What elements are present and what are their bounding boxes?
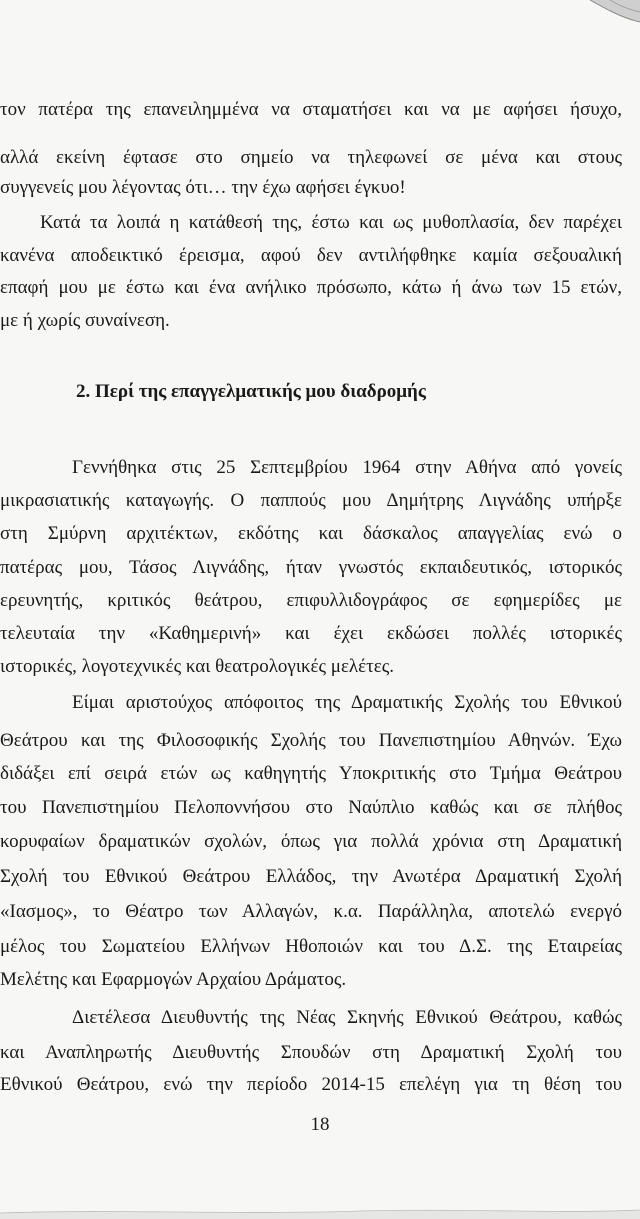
text-line: ιστορικές, λογοτεχνικές και θεατρολογικές μελέτες. — [0, 656, 395, 677]
text-line: του Πανεπιστημίου Πελοποννήσου στο Ναύπλιο καθώς και σε πλήθος — [0, 797, 622, 818]
text-line: κορυφαίων δραματικών σχολών, όπως για πολλά χρόνια στη Δραματική — [0, 831, 622, 852]
text-line: Κατά τα λοιπά η κατάθεσή της, έστω και ως μυθοπλασία, δεν παρέχει — [40, 212, 622, 233]
text-line: μέλος του Σωματείου Ελλήνων Ηθοποιών και του Δ.Σ. της Εταιρείας — [0, 936, 622, 957]
text-line: και Αναπληρωτής Διευθυντής Σπουδών στη Δραματική Σχολή του — [0, 1042, 622, 1063]
text-line: διδάξει επί σειρά ετών ως καθηγητής Υποκριτικής στο Τμήμα Θεάτρου — [0, 763, 622, 784]
text-line: Είμαι αριστούχος απόφοιτος της Δραματικής Σχολής του Εθνικού — [72, 692, 622, 713]
text-line: στη Σμύρνη αρχιτέκτων, εκδότης και δάσκαλος απαγγελίας ενώ ο — [0, 523, 622, 544]
text-line: μικρασιατικής καταγωγής. Ο παππούς μου Δημήτρης Λιγνάδης υπήρξε — [0, 490, 622, 511]
text-line: Μελέτης και Εφαρμογών Αρχαίου Δράματος. — [0, 969, 347, 990]
page-corner-decoration — [560, 0, 640, 28]
page-number: 18 — [310, 1114, 330, 1135]
text-line: Εθνικού Θεάτρου, ενώ την περίοδο 2014-15 επελέγη για τη θέση του — [0, 1074, 622, 1095]
page-bottom-edge — [0, 1201, 640, 1219]
text-line: με ή χωρίς συναίνεση. — [0, 310, 170, 331]
text-line: ερευνητής, κριτικός θεάτρου, επιφυλλιδογράφος σε εφημερίδες με — [0, 590, 622, 611]
text-line: Γεννήθηκα στις 25 Σεπτεμβρίου 1964 στην Αθήνα από γονείς — [72, 457, 622, 478]
section-heading: 2. Περί της επαγγελματικής μου διαδρομής — [76, 381, 426, 402]
text-line: επαφή μου με έστω και ένα ανήλικο πρόσωπο, κάτω ή άνω των 15 ετών, — [0, 277, 622, 298]
text-line: Διετέλεσα Διευθυντής της Νέας Σκηνής Εθνικού Θεάτρου, καθώς — [72, 1007, 622, 1028]
text-line: αλλά εκείνη έφτασε στο σημείο να τηλεφωνεί σε μένα και στους — [0, 147, 622, 168]
text-line: «Ιασμος», το Θέατρο των Αλλαγών, κ.α. Παράλληλα, αποτελώ ενεργό — [0, 901, 622, 922]
text-line: τελευταία την «Καθημερινή» και έχει εκδώσει πολλές ιστορικές — [0, 623, 622, 644]
text-line: τον πατέρα της επανειλημμένα να σταματήσει και να με αφήσει ήσυχο, — [0, 99, 622, 120]
text-line: Θεάτρου και της Φιλοσοφικής Σχολής του Πανεπιστημίου Αθηνών. Έχω — [0, 730, 622, 751]
text-line: Σχολή του Εθνικού Θεάτρου Ελλάδος, την Ανωτέρα Δραματική Σχολή — [0, 866, 622, 887]
text-line: συγγενείς μου λέγοντας ότι… την έχω αφήσει έγκυο! — [0, 177, 406, 198]
text-line: πατέρας μου, Τάσος Λιγνάδης, ήταν γνωστός εκπαιδευτικός, ιστορικός — [0, 557, 622, 578]
text-line: κανένα αποδεικτικό έρεισμα, αφού δεν αντιλήφθηκε καμία σεξουαλική — [0, 245, 622, 266]
